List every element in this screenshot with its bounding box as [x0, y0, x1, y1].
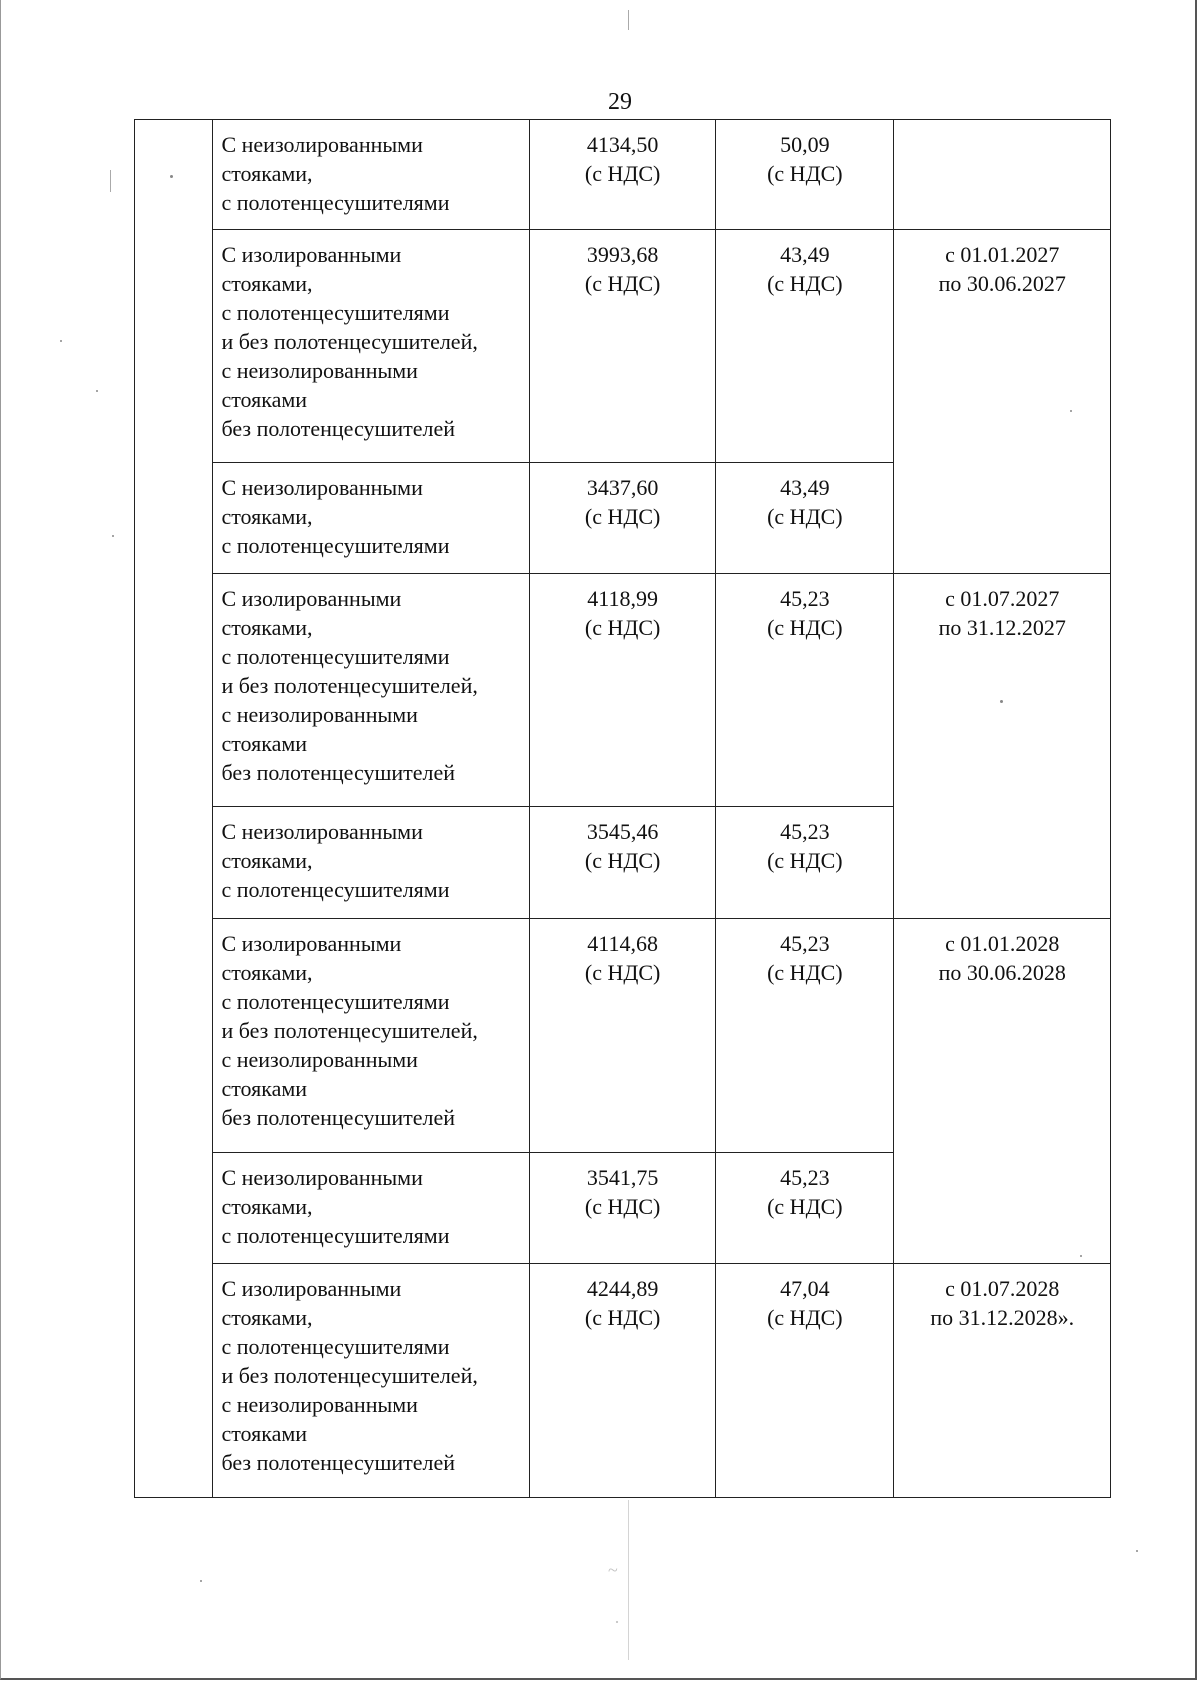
- description-line: С изолированными: [221, 242, 402, 267]
- description-line: стояками,: [221, 848, 313, 873]
- description-line: с полотенцесушителями: [221, 644, 450, 669]
- vat-note: (с НДС): [584, 848, 661, 873]
- description-line: стояками,: [221, 161, 313, 186]
- period-cell: [894, 1264, 1111, 1498]
- description-line: стояками,: [221, 271, 313, 296]
- scan-speck: [1136, 1550, 1138, 1552]
- rate-value: 50,09: [780, 132, 830, 157]
- description-line: С изолированными: [221, 586, 402, 611]
- scan-speck: [112, 535, 114, 537]
- period-cell-empty: [894, 120, 1111, 230]
- vat-note: (с НДС): [584, 960, 661, 985]
- rate-value: 45,23: [780, 931, 830, 956]
- tariff-value-cell: [530, 1264, 716, 1498]
- description-line: с полотенцесушителями: [221, 190, 450, 215]
- tariff-value-cell: [530, 574, 716, 807]
- scan-ghost-mark: ·: [614, 1612, 620, 1632]
- period-cell: [894, 919, 1111, 1264]
- table-row: [135, 919, 1111, 1153]
- scan-speck: [1000, 700, 1003, 703]
- description-line: стояками,: [221, 504, 313, 529]
- description-line: стояками,: [221, 1305, 313, 1330]
- tariff-value: 4134,50: [586, 132, 659, 157]
- period-start: с 01.07.2027: [945, 586, 1060, 611]
- description-line: стояками,: [221, 960, 313, 985]
- scan-speck: [1070, 410, 1072, 412]
- scan-speck: [96, 390, 98, 392]
- description-line: без полотенцесушителей: [221, 416, 456, 441]
- description-line: и без полотенцесушителей,: [221, 1363, 478, 1388]
- vat-note: (с НДС): [767, 504, 843, 529]
- description-cell: [213, 230, 530, 463]
- description-line: и без полотенцесушителей,: [221, 329, 478, 354]
- description-cell: [213, 1264, 530, 1498]
- tariff-value: 3541,75: [586, 1165, 659, 1190]
- description-line: с неизолированными: [221, 702, 418, 727]
- description-line: стояками: [221, 1076, 308, 1101]
- vat-note: (с НДС): [767, 1194, 843, 1219]
- vat-note: (с НДС): [584, 161, 661, 186]
- rate-value-cell: [716, 919, 894, 1153]
- table-row: [135, 1264, 1111, 1498]
- vat-note: (с НДС): [584, 1305, 661, 1330]
- vat-note: (с НДС): [767, 960, 843, 985]
- rate-value-cell: [716, 463, 894, 574]
- description-line: с полотенцесушителями: [221, 300, 450, 325]
- period-end: по 30.06.2027: [938, 271, 1066, 296]
- period-start: с 01.01.2028: [945, 931, 1060, 956]
- period-cell: [894, 574, 1111, 919]
- description-line: с полотенцесушителями: [221, 1334, 450, 1359]
- description-line: с неизолированными: [221, 1392, 418, 1417]
- tariff-value-cell: [530, 463, 716, 574]
- period-start: с 01.07.2028: [945, 1276, 1060, 1301]
- vat-note: (с НДС): [767, 615, 843, 640]
- tariff-value-cell: [530, 230, 716, 463]
- description-cell: [213, 919, 530, 1153]
- scan-artifact-line: [628, 1500, 629, 1660]
- vat-note: (с НДС): [767, 271, 843, 296]
- tariff-value: 3993,68: [586, 242, 659, 267]
- description-line: с неизолированными: [221, 358, 418, 383]
- description-cell: [213, 574, 530, 807]
- rate-value: 45,23: [780, 586, 830, 611]
- vat-note: (с НДС): [767, 848, 843, 873]
- rate-value-cell: [716, 230, 894, 463]
- description-line: С неизолированными: [221, 819, 423, 844]
- rate-value-cell: [716, 1264, 894, 1498]
- table-row: [135, 120, 1111, 230]
- scan-artifact-line: [628, 10, 629, 30]
- description-cell: [213, 120, 530, 230]
- description-line: С изолированными: [221, 931, 402, 956]
- description-line: С неизолированными: [221, 475, 423, 500]
- period-cell: [894, 230, 1111, 574]
- tariff-value: 3545,46: [586, 819, 659, 844]
- description-line: без полотенцесушителей: [221, 1105, 456, 1130]
- tariff-value-cell: [530, 1153, 716, 1264]
- description-line: с полотенцесушителями: [221, 1223, 450, 1248]
- rate-value: 43,49: [780, 475, 830, 500]
- rate-value: 45,23: [780, 819, 830, 844]
- description-line: стояками: [221, 387, 308, 412]
- vat-note: (с НДС): [584, 271, 661, 296]
- tariff-table: [134, 119, 1111, 1498]
- description-line: с полотенцесушителями: [221, 989, 450, 1014]
- description-line: С изолированными: [221, 1276, 402, 1301]
- tariff-value: 4118,99: [587, 586, 658, 611]
- rate-value: 45,23: [780, 1165, 830, 1190]
- scan-speck: [1080, 1255, 1082, 1257]
- description-cell: [213, 807, 530, 919]
- description-line: и без полотенцесушителей,: [221, 673, 478, 698]
- tariff-value-cell: [530, 807, 716, 919]
- description-line: стояками: [221, 1421, 308, 1446]
- rate-value-cell: [716, 574, 894, 807]
- scan-speck: [170, 175, 173, 178]
- rate-value: 43,49: [780, 242, 830, 267]
- description-line: без полотенцесушителей: [221, 760, 456, 785]
- description-cell: [213, 1153, 530, 1264]
- scan-ghost-mark: ~: [608, 1560, 618, 1580]
- description-line: и без полотенцесушителей,: [221, 1018, 478, 1043]
- scan-speck: [60, 340, 62, 342]
- table-row: [135, 574, 1111, 807]
- period-end: по 31.12.2028».: [930, 1305, 1075, 1330]
- period-end: по 30.06.2028: [938, 960, 1066, 985]
- vat-note: (с НДС): [767, 161, 843, 186]
- table-row: [135, 230, 1111, 463]
- rate-value-cell: [716, 1153, 894, 1264]
- tariff-value-cell: [530, 120, 716, 230]
- blank-column-cell: [135, 120, 213, 1498]
- tariff-value: 4114,68: [587, 931, 658, 956]
- period-start: с 01.01.2027: [945, 242, 1060, 267]
- vat-note: (с НДС): [584, 615, 661, 640]
- rate-value-cell: [716, 807, 894, 919]
- description-line: стояками,: [221, 615, 313, 640]
- tariff-value: 3437,60: [586, 475, 659, 500]
- vat-note: (с НДС): [584, 504, 661, 529]
- description-line: стояками,: [221, 1194, 313, 1219]
- vat-note: (с НДС): [767, 1305, 843, 1330]
- vat-note: (с НДС): [584, 1194, 661, 1219]
- page-number: 29: [608, 89, 632, 115]
- tariff-value-cell: [530, 919, 716, 1153]
- description-line: С неизолированными: [221, 1165, 423, 1190]
- description-cell: [213, 463, 530, 574]
- scan-artifact-line: [110, 170, 111, 192]
- description-line: с полотенцесушителями: [221, 533, 450, 558]
- scan-speck: [200, 1580, 202, 1582]
- description-line: с неизолированными: [221, 1047, 418, 1072]
- period-end: по 31.12.2027: [938, 615, 1066, 640]
- rate-value-cell: [716, 120, 894, 230]
- description-line: стояками: [221, 731, 308, 756]
- description-line: без полотенцесушителей: [221, 1450, 456, 1475]
- description-line: С неизолированными: [221, 132, 423, 157]
- rate-value: 47,04: [780, 1276, 830, 1301]
- description-line: с полотенцесушителями: [221, 877, 450, 902]
- tariff-value: 4244,89: [586, 1276, 659, 1301]
